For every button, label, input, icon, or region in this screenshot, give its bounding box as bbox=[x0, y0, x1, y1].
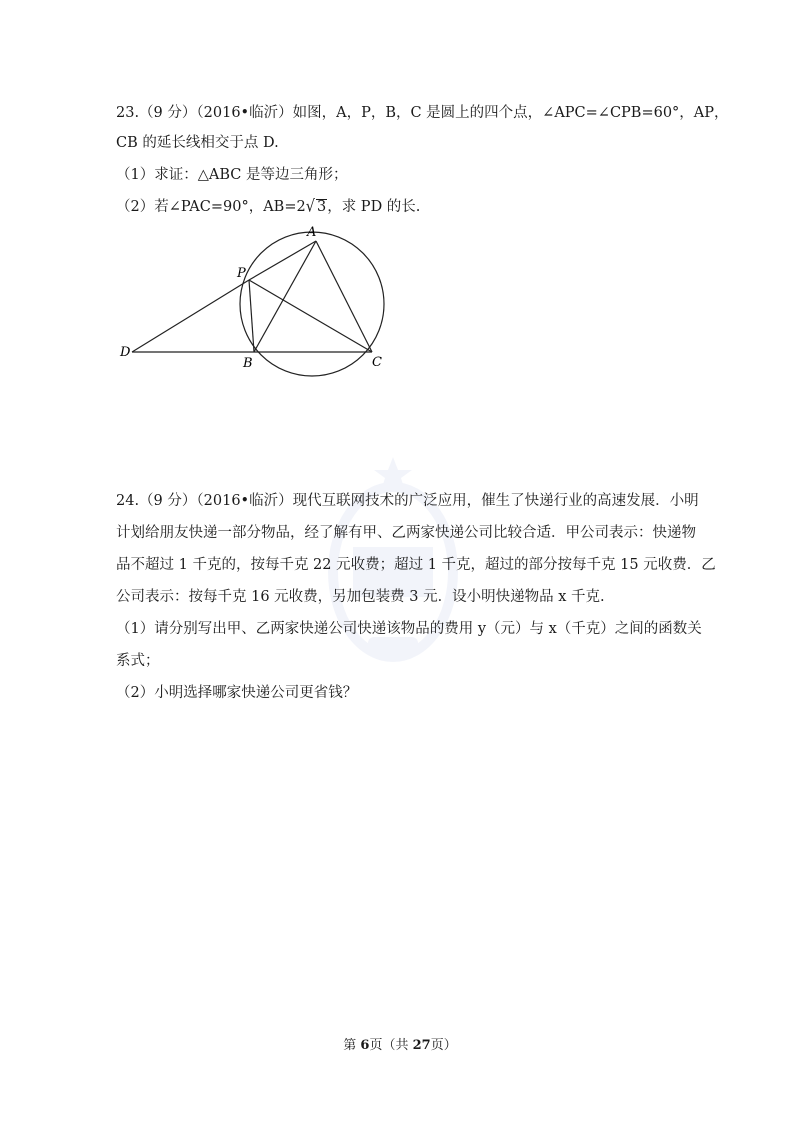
circle bbox=[240, 232, 384, 376]
segment-pa bbox=[249, 241, 316, 280]
label-c: C bbox=[372, 355, 382, 370]
q24-part-2: （2）小明选择哪家快递公司更省钱？ bbox=[116, 685, 358, 701]
footer-page-number: 6 bbox=[360, 1038, 370, 1053]
label-b: B bbox=[243, 356, 253, 371]
geometry-figure bbox=[110, 222, 410, 382]
segment-dp bbox=[132, 280, 249, 352]
footer-middle: 页（共 bbox=[369, 1038, 413, 1053]
q23-part-2 bbox=[116, 197, 420, 217]
footer-suffix: 页） bbox=[430, 1038, 457, 1053]
q24-line-2: 计划给朋友快递一部分物品，经了解有甲、乙两家快递公司比较合适．甲公司表示：快递物 bbox=[116, 525, 696, 541]
q24-part-1-line-2: 系式； bbox=[116, 653, 160, 669]
sqrt-icon: √ bbox=[305, 197, 315, 217]
q24-part-1-line-1: （1）请分别写出甲、乙两家快递公司快递该物品的费用 y（元）与 x（千克）之间的函数关 bbox=[116, 621, 702, 637]
q23-part-2-after: ，求 PD 的长. bbox=[327, 199, 421, 215]
q23-part-2-before: （2）若∠PAC=90°，AB=2 bbox=[116, 199, 306, 215]
q23-part-2-radicand: 3 bbox=[316, 199, 327, 215]
label-p: P bbox=[237, 266, 246, 281]
footer-prefix: 第 bbox=[343, 1038, 361, 1053]
q24-line-4: 公司表示：按每千克 16 元收费，另加包装费 3 元．设小明快递物品 x 千克. bbox=[116, 589, 605, 605]
label-d: D bbox=[120, 345, 131, 360]
q24-line-3: 品不超过 1 千克的，按每千克 22 元收费；超过 1 千克，超过的部分按每千克 15 元收费．乙 bbox=[116, 557, 716, 573]
footer-total-pages: 27 bbox=[412, 1038, 431, 1053]
q23-part-1: （1）求证：△ABC 是等边三角形； bbox=[116, 167, 348, 183]
segment-ab bbox=[254, 241, 316, 352]
q23-line-1: 23.（9 分）（2016•临沂）如图，A，P，B，C 是圆上的四个点，∠APC=∠CPB=60°，AP， bbox=[116, 105, 729, 121]
page-footer bbox=[0, 1034, 800, 1053]
label-a: A bbox=[307, 225, 317, 240]
q23-line-2: CB 的延长线相交于点 D. bbox=[116, 135, 279, 151]
q24-line-1: 24.（9 分）（2016•临沂）现代互联网技术的广泛应用，催生了快递行业的高速发展．小明 bbox=[116, 493, 699, 509]
